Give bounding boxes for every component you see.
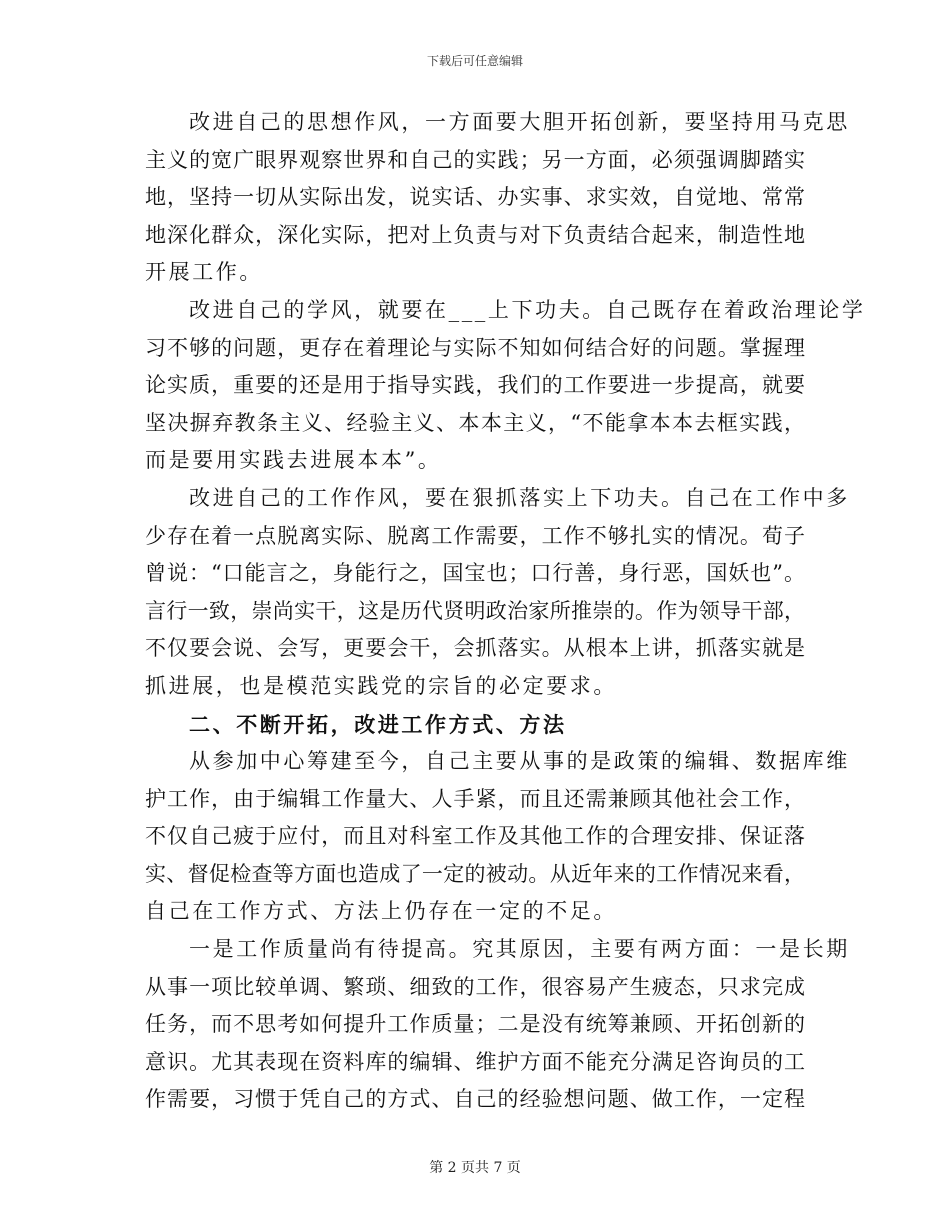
document-body xyxy=(145,104,866,1119)
text-line: 主义的宽广眼界观察世界和自己的实践；另一方面，必须强调脚踏实 xyxy=(145,147,805,172)
text-line: 而是要用实践去进展本本”。 xyxy=(145,448,442,473)
section-heading: 二、不断开拓，改进工作方式、方法 xyxy=(189,711,567,737)
text-line: 开展工作。 xyxy=(145,260,263,285)
page-footer: 第 2 页共 7 页 xyxy=(429,1160,521,1176)
text-line: 改进自己的工作作风，要在狠抓落实上下功夫。自己在工作中多 xyxy=(189,485,850,510)
text-line: 地，坚持一切从实际出发，说实话、办实事、求实效，自觉地、常常 xyxy=(145,185,805,210)
text-line: 改进自己的思想作风，一方面要大胆开拓创新，要坚持用马克思 xyxy=(189,110,850,134)
text-line: 护工作，由于编辑工作量大、人手紧，而且还需兼顾其他社会工作， xyxy=(145,786,805,811)
text-line: 少存在着一点脱离实际、脱离工作需要，工作不够扎实的情况。荀子 xyxy=(145,523,805,548)
text-line: 任务，而不思考如何提升工作质量；二是没有统筹兼顾、开拓创新的 xyxy=(145,1012,805,1037)
text-line: 不仅自己疲于应付，而且对科室工作及其他工作的合理安排、保证落 xyxy=(145,824,805,849)
text-line: 自己在工作方式、方法上仍存在一定的不足。 xyxy=(145,899,617,924)
page-header: 下载后可任意编辑 xyxy=(426,54,523,68)
text-line: 抓进展，也是模范实践党的宗旨的必定要求。 xyxy=(145,673,617,698)
text-line: 一是工作质量尚有待提高。究其原因，主要有两方面：一是长期 xyxy=(189,937,850,962)
text-line: 坚决摒弃教条主义、经验主义、本本主义，“不能拿本本去框实践， xyxy=(145,410,805,435)
text-line: 地深化群众，深化实际，把对上负责与对下负责结合起来，制造性地 xyxy=(145,222,805,247)
text-line: 从参加中心筹建至今，自己主要从事的是政策的编辑、数据库维 xyxy=(189,749,850,774)
text-line: 论实质，重要的还是用于指导实践，我们的工作要进一步提高，就要 xyxy=(145,373,805,398)
text-line: 意识。尤其表现在资料库的编辑、维护方面不能充分满足咨询员的工 xyxy=(145,1049,805,1074)
text-line: 习不够的问题，更存在着理论与实际不知如何结合好的问题。掌握理 xyxy=(145,335,805,360)
text-line: 实、督促检查等方面也造成了一定的被动。从近年来的工作情况来看， xyxy=(145,861,805,886)
text-line: 作需要，习惯于凭自己的方式、自己的经验想问题、做工作，一定程 xyxy=(145,1087,805,1112)
text-line: 不仅要会说、会写，更要会干，会抓落实。从根本上讲，抓落实就是 xyxy=(145,636,805,661)
text-line: 曾说：“口能言之，身能行之，国宝也；口行善，身行恶，国妖也”。 xyxy=(145,561,805,586)
text-line: 言行一致，崇尚实干，这是历代贤明政治家所推崇的。作为领导干部， xyxy=(145,598,805,623)
text-line: 改进自己的学风，就要在___上下功夫。自己既存在着政治理论学 xyxy=(189,297,866,322)
text-line: 从事一项比较单调、繁琐、细致的工作，很容易产生疲态，只求完成 xyxy=(145,974,805,999)
